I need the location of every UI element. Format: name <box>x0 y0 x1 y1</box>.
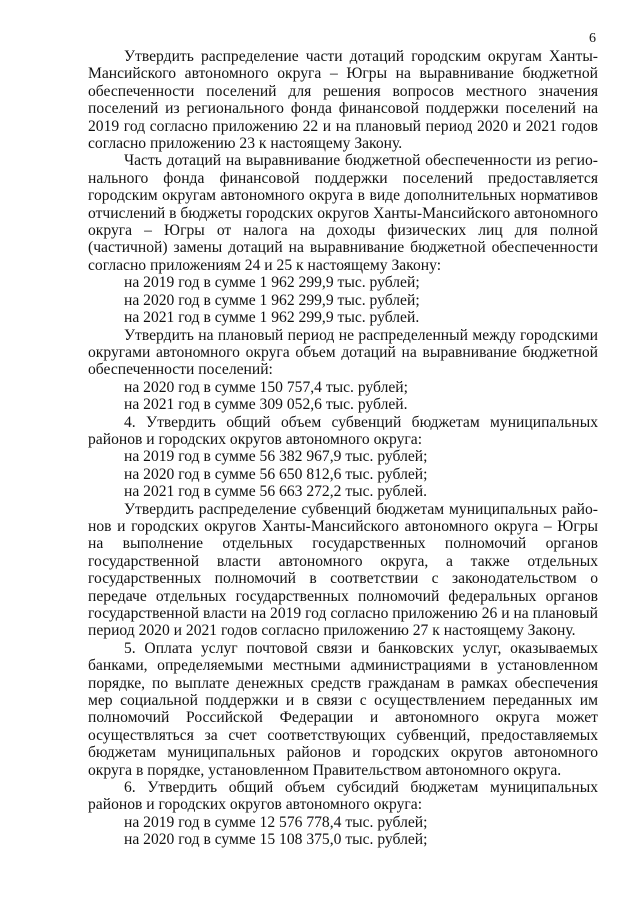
section-5-postal-banking: 5. Оплата услуг почтовой связи и банковских услуг, оказываемых банками, определяемыми местными администрациями в установленном порядке, по выплате денежных средств гражданам в рамках обеспечения мер социальной поддержки и в связи с осуществлением переданных им полномочий Российской Федерации и автономного округа может осуществляться за счет соответствующих субвенций, предоставляемых бюджетам муниципальных районов и городских округов автономного округа в порядке, установленном Правительством автономного округа. <box>88 639 598 779</box>
paragraph-distribution-subsidies: Утвердить распределение части дотаций городским округам Ханты-Мансийского автономного округа – Югры на выравнивание бюджетной обеспеченности поселений для решения вопросов местного значения поселений из регионального фонда финансовой поддержки поселений на 2019 год согласно приложению 22 и на плановый период 2020 и 2021 годов согласно приложению 23 к настоящему Закону. <box>88 48 598 153</box>
subvention-line-2020: на 2020 год в сумме 56 650 812,6 тыс. рублей; <box>124 465 428 483</box>
section-6-subsidies: 6. Утвердить общий объем субсидий бюджетам муниципальных районов и городских округов автономного округа: <box>88 779 598 814</box>
undistributed-line-2021: на 2021 год в сумме 309 052,6 тыс. рублей. <box>124 396 408 414</box>
paragraph-subvention-distribution: Утвердить распределение субвенций бюджетам муниципальных районов и городских округов Ханты-Мансийского автономного округа – Югры на выполнение отдельных государственных полномочий органов государственной власти автономного округа, а также отдельных государственных полномочий в соответствии с законодательством о передаче отдельных государственных полномочий федеральных органов государственной власти на 2019 год согласно приложению 26 и на плановый период 2020 и 2021 годов согласно приложению 27 к настоящему Закону. <box>88 500 598 640</box>
page-number: 6 <box>589 31 596 46</box>
paragraph-undistributed-volume: Утвердить на плановый период не распределенный между городскими округами автономного округа объем дотаций на выравнивание бюджетной обеспеченности поселений: <box>88 326 598 379</box>
document-body <box>88 48 598 849</box>
subsidy-line-2020: на 2020 год в сумме 15 108 375,0 тыс. рублей; <box>124 831 428 849</box>
amount-line-2020: на 2020 год в сумме 1 962 299,9 тыс. рублей; <box>124 291 420 309</box>
undistributed-line-2020: на 2020 год в сумме 150 757,4 тыс. рублей; <box>124 378 408 396</box>
subsidy-line-2019: на 2019 год в сумме 12 576 778,4 тыс. рублей; <box>124 813 428 831</box>
subvention-line-2021: на 2021 год в сумме 56 663 272,2 тыс. рублей. <box>124 483 428 501</box>
amount-line-2021: на 2021 год в сумме 1 962 299,9 тыс. рублей. <box>124 309 420 327</box>
subvention-line-2019: на 2019 год в сумме 56 382 967,9 тыс. рублей; <box>124 448 428 466</box>
section-4-subventions: 4. Утвердить общий объем субвенций бюджетам муниципальных районов и городских округов автономного округа: <box>88 413 598 448</box>
paragraph-additional-standards: Часть дотаций на выравнивание бюджетной обеспеченности из регионального фонда финансовой поддержки поселений предоставляется городским округам автономного округа в виде дополнительных нормативов отчислений в бюджеты городских округов Ханты-Мансийского автономного округа – Югры от налога на доходы физических лиц для полной (частичной) замены дотаций на выравнивание бюджетной обеспеченности согласно приложениям 24 и 25 к настоящему Закону: <box>88 152 598 274</box>
amount-line-2019: на 2019 год в сумме 1 962 299,9 тыс. рублей; <box>124 274 420 292</box>
